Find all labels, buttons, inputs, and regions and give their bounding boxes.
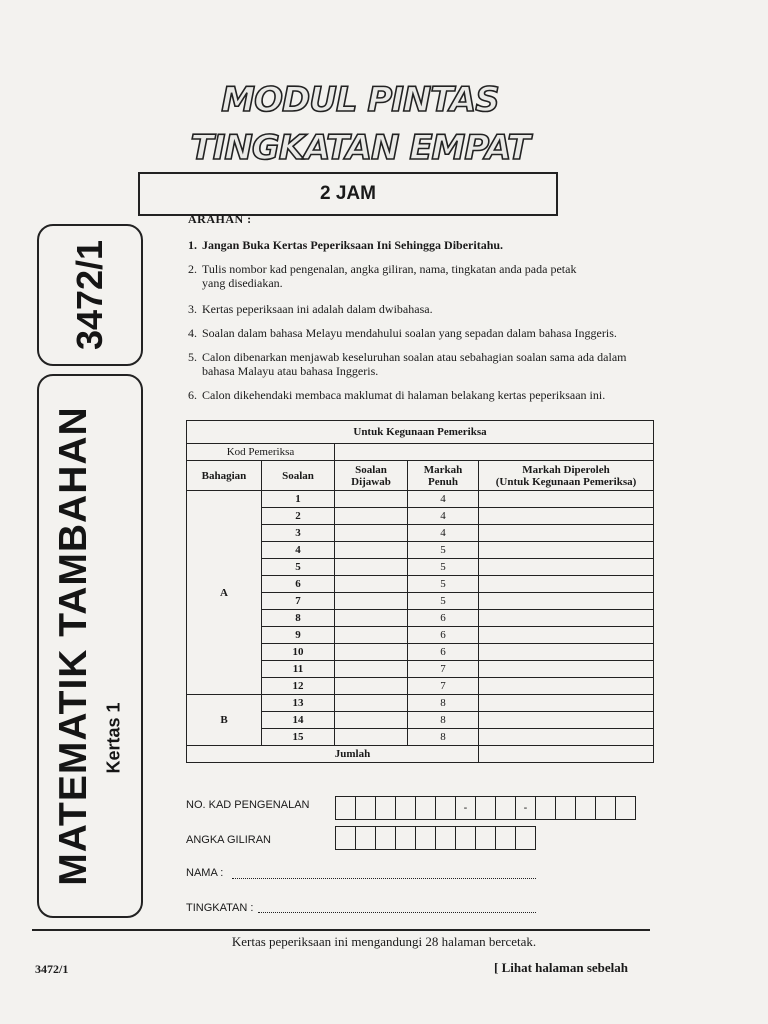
examiner-code-label: Kod Pemeriksa <box>187 444 335 461</box>
index-number-boxes[interactable] <box>335 826 535 850</box>
index-digit-box[interactable] <box>375 826 396 850</box>
ic-digit-box[interactable] <box>495 796 516 820</box>
col-question: Soalan <box>262 461 335 491</box>
answered-cell[interactable] <box>335 610 408 627</box>
full-marks-cell: 7 <box>408 678 479 695</box>
full-marks-cell: 5 <box>408 559 479 576</box>
instruction-item <box>188 350 650 378</box>
col-full-marks-line1: Markah <box>423 463 463 476</box>
section-cell: B <box>187 695 262 746</box>
module-title-line1: MODUL PINTAS <box>221 80 499 120</box>
total-cell[interactable] <box>479 746 654 763</box>
instruction-number: 4. <box>188 326 197 340</box>
answered-cell[interactable] <box>335 644 408 661</box>
question-number: 6 <box>262 576 335 593</box>
answered-cell[interactable] <box>335 559 408 576</box>
question-number: 10 <box>262 644 335 661</box>
table-row <box>187 491 654 508</box>
col-obtained <box>479 461 654 491</box>
full-marks-cell: 4 <box>408 508 479 525</box>
index-label: ANGKA GILIRAN <box>186 834 271 846</box>
footer-divider <box>32 929 650 931</box>
index-digit-box[interactable] <box>495 826 516 850</box>
table-row <box>187 695 654 712</box>
duration-text: 2 JAM <box>320 183 376 204</box>
total-row <box>187 746 654 763</box>
instruction-continuation: yang disediakan. <box>202 276 283 290</box>
index-digit-box[interactable] <box>355 826 376 850</box>
module-title-line2: TINGKATAN EMPAT <box>190 128 530 168</box>
ic-digit-box[interactable] <box>415 796 436 820</box>
ic-digit-box[interactable] <box>575 796 596 820</box>
question-number: 8 <box>262 610 335 627</box>
instruction-item <box>188 326 650 340</box>
answered-cell[interactable] <box>335 729 408 746</box>
col-answered <box>335 461 408 491</box>
instruction-text: Calon dibenarkan menjawab keseluruhan soalan atau sebahagian soalan sama ada dalam <box>202 350 627 364</box>
col-answered-line2: Dijawab <box>351 475 391 488</box>
question-number: 9 <box>262 627 335 644</box>
full-marks-cell: 8 <box>408 695 479 712</box>
ic-digit-box[interactable] <box>615 796 636 820</box>
instruction-item <box>188 238 650 252</box>
instruction-item <box>188 262 650 290</box>
table-title: Untuk Kegunaan Pemeriksa <box>187 421 654 444</box>
paper-code: 3472/1 <box>69 239 110 351</box>
instructions-heading: ARAHAN : <box>188 212 252 226</box>
instruction-number: 2. <box>188 262 197 276</box>
answered-cell[interactable] <box>335 695 408 712</box>
ic-digit-box[interactable] <box>555 796 576 820</box>
examiner-table <box>186 420 654 763</box>
full-marks-cell: 4 <box>408 525 479 542</box>
answered-cell[interactable] <box>335 712 408 729</box>
index-digit-box[interactable] <box>435 826 456 850</box>
ic-separator[interactable]: - <box>455 796 476 820</box>
question-number: 13 <box>262 695 335 712</box>
ic-input-boxes[interactable] <box>335 796 635 820</box>
answered-cell[interactable] <box>335 576 408 593</box>
instruction-number: 5. <box>188 350 197 364</box>
obtained-marks-cell[interactable] <box>479 661 654 678</box>
form-label: TINGKATAN : <box>186 902 254 914</box>
ic-digit-box[interactable] <box>535 796 556 820</box>
obtained-marks-cell[interactable] <box>479 729 654 746</box>
answered-cell[interactable] <box>335 661 408 678</box>
col-obtained-line1: Markah Diperoleh <box>522 463 610 476</box>
question-number: 11 <box>262 661 335 678</box>
ic-digit-box[interactable] <box>375 796 396 820</box>
instruction-number: 6. <box>188 388 197 402</box>
instruction-number: 1. <box>188 238 197 252</box>
answered-cell[interactable] <box>335 508 408 525</box>
total-label: Jumlah <box>187 746 479 763</box>
answered-cell[interactable] <box>335 678 408 695</box>
full-marks-cell: 6 <box>408 627 479 644</box>
paper-number: Kertas 1 <box>103 702 124 774</box>
col-obtained-line2: (Untuk Kegunaan Pemeriksa) <box>495 475 637 488</box>
answered-cell[interactable] <box>335 627 408 644</box>
obtained-marks-cell[interactable] <box>479 508 654 525</box>
obtained-marks-cell[interactable] <box>479 644 654 661</box>
index-digit-box[interactable] <box>415 826 436 850</box>
index-digit-box[interactable] <box>395 826 416 850</box>
question-number: 14 <box>262 712 335 729</box>
instruction-text: Tulis nombor kad pengenalan, angka giliran, nama, tingkatan anda pada petak <box>202 262 577 276</box>
full-marks-cell: 7 <box>408 661 479 678</box>
paper-code-box <box>37 224 143 366</box>
obtained-marks-cell[interactable] <box>479 712 654 729</box>
ic-label: NO. KAD PENGENALAN <box>186 799 310 811</box>
obtained-marks-cell[interactable] <box>479 610 654 627</box>
col-section: Bahagian <box>187 461 262 491</box>
question-number: 2 <box>262 508 335 525</box>
question-number: 3 <box>262 525 335 542</box>
subject-box <box>37 374 143 918</box>
footer-paper-code: 3472/1 <box>35 962 69 976</box>
examiner-code-cell <box>335 444 654 461</box>
answered-cell[interactable] <box>335 525 408 542</box>
instruction-item <box>188 302 650 316</box>
obtained-marks-cell[interactable] <box>479 678 654 695</box>
question-number: 4 <box>262 542 335 559</box>
answered-cell[interactable] <box>335 542 408 559</box>
name-label: NAMA : <box>186 867 224 879</box>
duration-box <box>138 172 558 216</box>
index-digit-box[interactable] <box>515 826 536 850</box>
question-number: 12 <box>262 678 335 695</box>
index-digit-box[interactable] <box>335 826 356 850</box>
ic-separator[interactable]: - <box>515 796 536 820</box>
full-marks-cell: 8 <box>408 712 479 729</box>
col-answered-line1: Soalan <box>355 463 387 476</box>
question-number: 5 <box>262 559 335 576</box>
obtained-marks-cell[interactable] <box>479 627 654 644</box>
next-page-note: [ Lihat halaman sebelah <box>494 960 628 975</box>
instruction-text: Jangan Buka Kertas Peperiksaan Ini Sehingga Diberitahu. <box>202 238 504 252</box>
index-digit-box[interactable] <box>475 826 496 850</box>
section-cell: A <box>187 491 262 695</box>
question-number: 7 <box>262 593 335 610</box>
index-digit-box[interactable] <box>455 826 476 850</box>
full-marks-cell: 5 <box>408 593 479 610</box>
obtained-marks-cell[interactable] <box>479 542 654 559</box>
instruction-text: Soalan dalam bahasa Melayu mendahului soalan yang sepadan dalam bahasa Inggeris. <box>202 326 617 340</box>
full-marks-cell: 4 <box>408 491 479 508</box>
obtained-marks-cell[interactable] <box>479 593 654 610</box>
full-marks-cell: 8 <box>408 729 479 746</box>
obtained-marks-cell[interactable] <box>479 491 654 508</box>
full-marks-cell: 5 <box>408 542 479 559</box>
col-full-marks-line2: Penuh <box>428 475 458 488</box>
ic-digit-box[interactable] <box>395 796 416 820</box>
question-number: 1 <box>262 491 335 508</box>
instruction-text: Kertas peperiksaan ini adalah dalam dwibahasa. <box>202 302 433 316</box>
full-marks-cell: 6 <box>408 644 479 661</box>
ic-digit-box[interactable] <box>435 796 456 820</box>
obtained-marks-cell[interactable] <box>479 525 654 542</box>
answered-cell[interactable] <box>335 491 408 508</box>
instruction-text: Calon dikehendaki membaca maklumat di halaman belakang kertas peperiksaan ini. <box>202 388 606 402</box>
question-number: 15 <box>262 729 335 746</box>
ic-digit-box[interactable] <box>475 796 496 820</box>
instruction-number: 3. <box>188 302 197 316</box>
obtained-marks-cell[interactable] <box>479 576 654 593</box>
full-marks-cell: 6 <box>408 610 479 627</box>
obtained-marks-cell[interactable] <box>479 559 654 576</box>
name-field[interactable] <box>232 866 536 879</box>
instruction-item <box>188 388 650 402</box>
full-marks-cell: 5 <box>408 576 479 593</box>
page-count-note: Kertas peperiksaan ini mengandungi 28 halaman bercetak. <box>231 934 537 949</box>
instruction-continuation: bahasa Malayu atau bahasa Inggeris. <box>202 364 379 378</box>
ic-digit-box[interactable] <box>595 796 616 820</box>
ic-digit-box[interactable] <box>355 796 376 820</box>
subject-name: MATEMATIK TAMBAHAN <box>52 406 95 886</box>
col-full-marks <box>408 461 479 491</box>
obtained-marks-cell[interactable] <box>479 695 654 712</box>
ic-digit-box[interactable] <box>335 796 356 820</box>
answered-cell[interactable] <box>335 593 408 610</box>
form-field[interactable] <box>258 900 536 913</box>
